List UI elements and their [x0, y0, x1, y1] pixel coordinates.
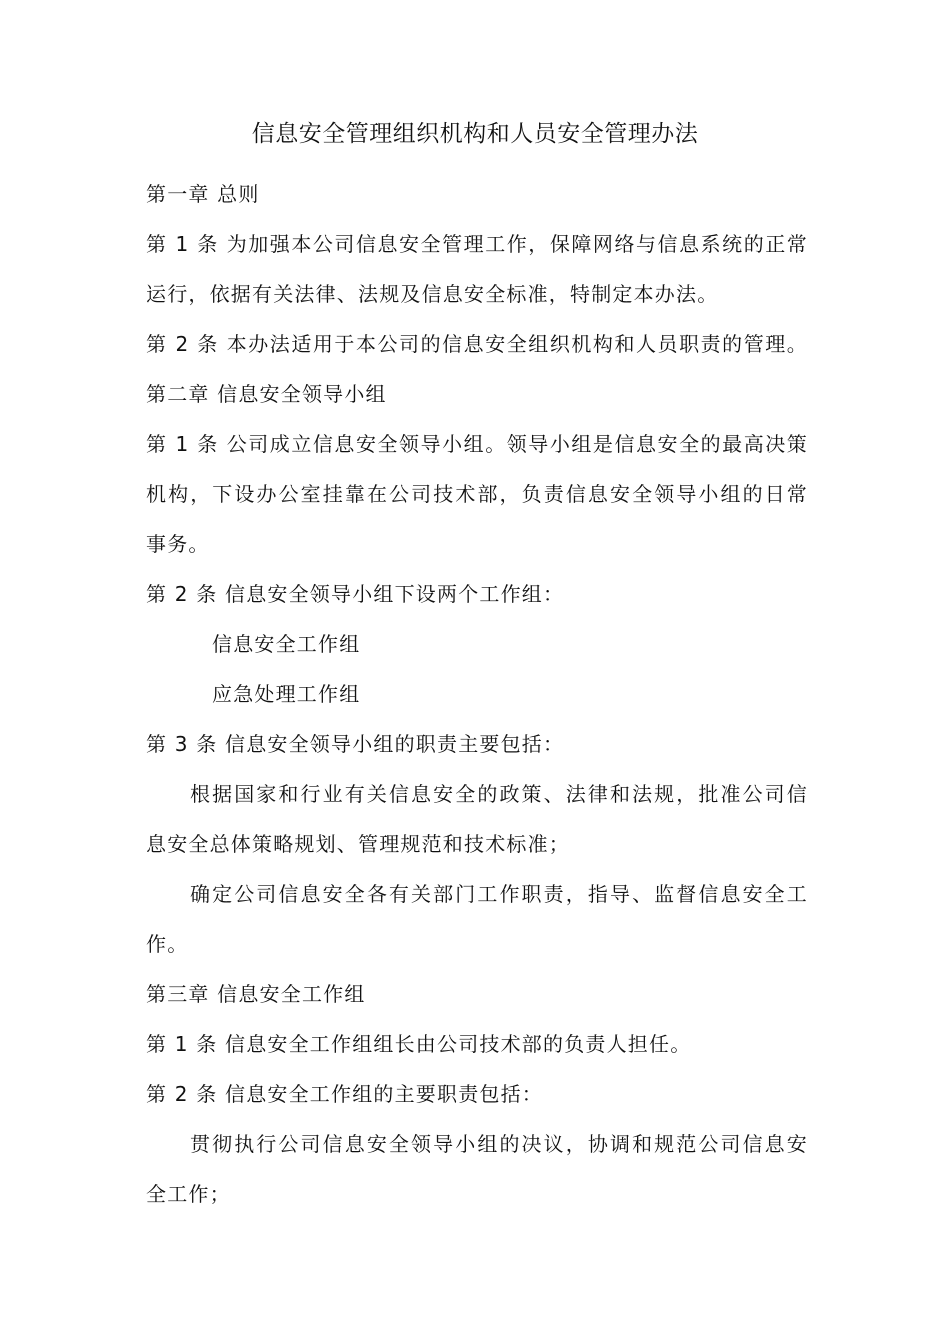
article-line: 第 1 条 信息安全工作组组长由公司技术部的负责人担任。 [146, 1032, 692, 1056]
paragraph-line: 作。 [146, 932, 189, 956]
paragraph-line: 全工作； [146, 1182, 231, 1206]
chapter-heading-3: 第三章 信息安全工作组 [146, 982, 366, 1006]
article-line: 第 3 条 信息安全领导小组的职责主要包括： [146, 732, 565, 756]
document-title: 信息安全管理组织机构和人员安全管理办法 [251, 121, 699, 147]
chapter-heading-1: 第一章 总则 [146, 182, 260, 206]
list-item: 应急处理工作组 [212, 682, 361, 706]
article-line: 第 1 条 为加强本公司信息安全管理工作，保障网络与信息系统的正常 [146, 232, 808, 256]
article-line: 机构，下设办公室挂靠在公司技术部，负责信息安全领导小组的日常 [146, 482, 808, 506]
paragraph-line: 息安全总体策略规划、管理规范和技术标准； [146, 832, 570, 856]
document-body [146, 169, 808, 1219]
article-line: 第 2 条 信息安全领导小组下设两个工作组： [146, 582, 565, 606]
article-line: 第 1 条 公司成立信息安全领导小组。领导小组是信息安全的最高决策 [146, 432, 808, 456]
article-line: 运行，依据有关法律、法规及信息安全标准，特制定本办法。 [146, 282, 719, 306]
article-line: 事务。 [146, 532, 210, 556]
paragraph-line: 贯彻执行公司信息安全领导小组的决议，协调和规范公司信息安 [190, 1132, 808, 1156]
article-line: 第 2 条 信息安全工作组的主要职责包括： [146, 1082, 543, 1106]
paragraph-line: 根据国家和行业有关信息安全的政策、法律和法规，批准公司信 [190, 782, 808, 806]
article-line: 第 2 条 本办法适用于本公司的信息安全组织机构和人员职责的管理。 [146, 332, 808, 356]
chapter-heading-2: 第二章 信息安全领导小组 [146, 382, 387, 406]
list-item: 信息安全工作组 [212, 632, 361, 656]
paragraph-line: 确定公司信息安全各有关部门工作职责，指导、监督信息安全工 [190, 882, 808, 906]
